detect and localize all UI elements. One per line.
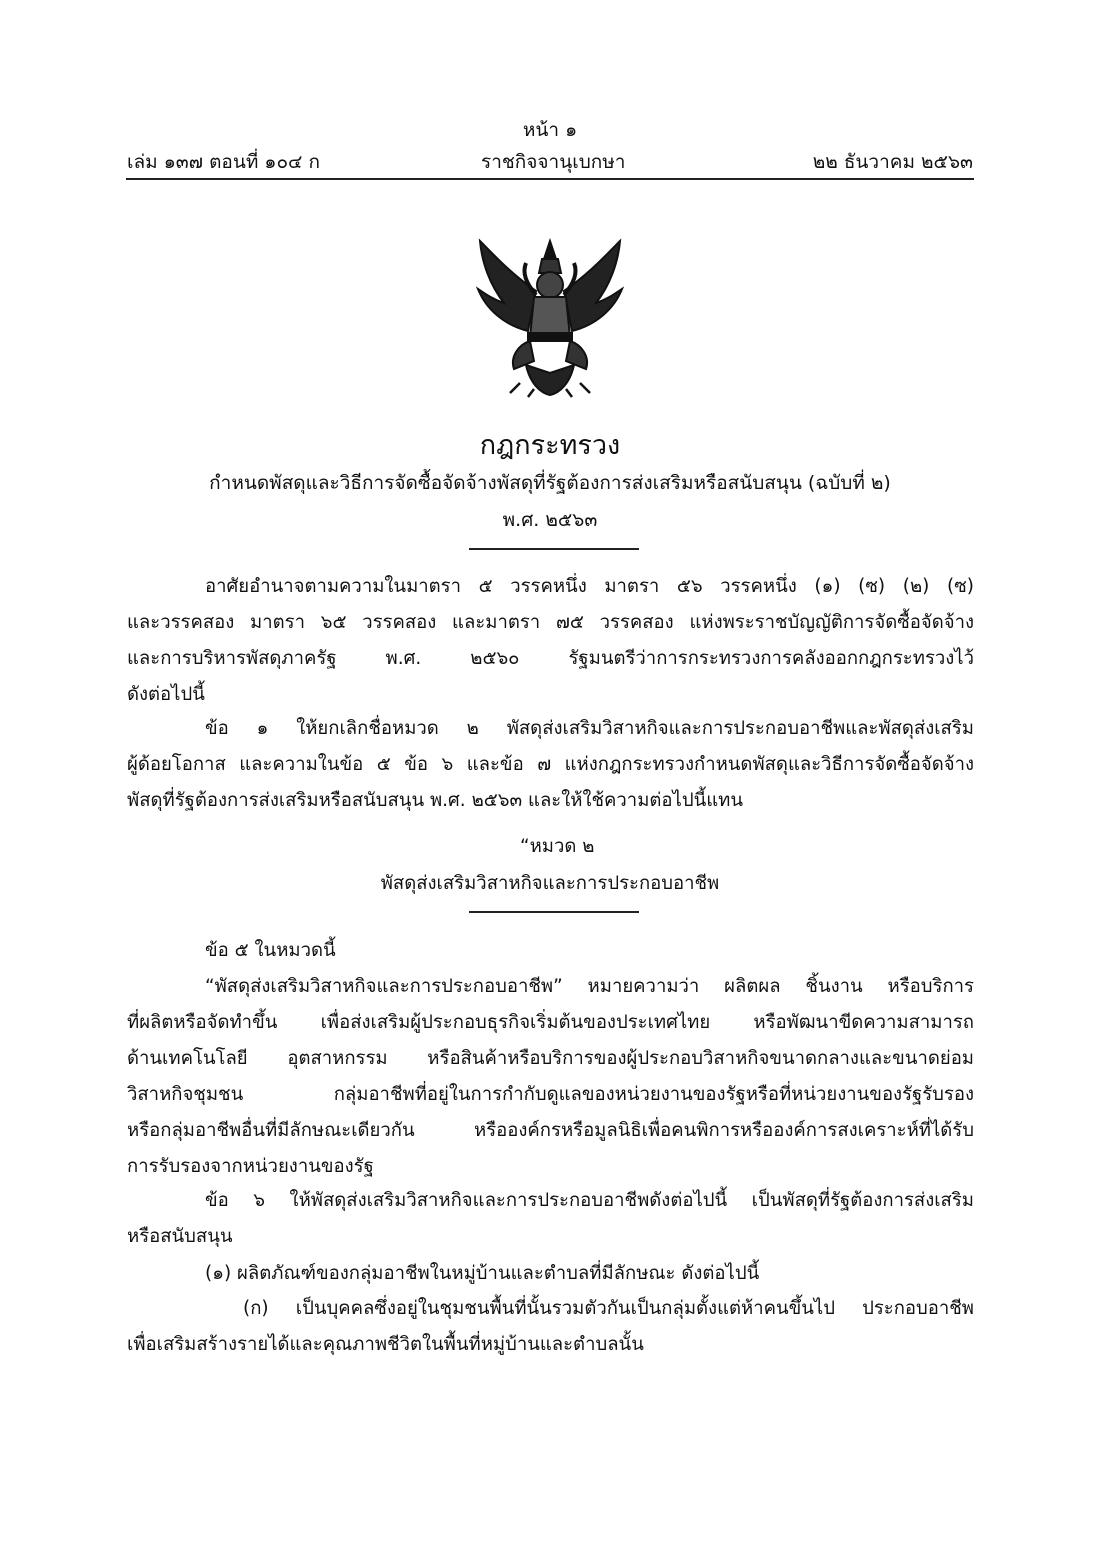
clause-5-line: วิสาหกิจชุมชน กลุ่มอาชีพที่อยู่ในการกำกับดูแลของหน่วยงานของรัฐหรือที่หน่วยงานของรัฐรับรอง <box>127 1084 974 1105</box>
header-rule <box>126 178 974 180</box>
clause-5-line: “พัสดุส่งเสริมวิสาหกิจและการประกอบอาชีพ” หมายความว่า ผลิตผล ชิ้นงาน หรือบริการ <box>205 976 974 997</box>
item-1: (๑) ผลิตภัณฑ์ของกลุ่มอาชีพในหมู่บ้านและตำบลที่มีลักษณะ ดังต่อไปนี้ <box>205 1263 760 1284</box>
preamble-line: อาศัยอำนาจตามความในมาตรา ๕ วรรคหนึ่ง มาตรา ๕๖ วรรคหนึ่ง (๑) (ซ) (๒) (ซ) <box>205 576 974 597</box>
clause-5-line: การรับรองจากหน่วยงานของรัฐ <box>127 1156 374 1177</box>
document-title: กฎกระทรวง <box>479 430 621 461</box>
item-1a-line: (ก) เป็นบุคคลซึ่งอยู่ในชุมชนพื้นที่นั้นรวมตัวกันเป็นกลุ่มตั้งแต่ห้าคนขึ้นไป ประกอบอาชีพ <box>243 1298 974 1319</box>
gazette-name: ราชกิจจานุเบกษา <box>481 151 626 173</box>
clause-5-line: หรือกลุ่มอาชีพอื่นที่มีลักษณะเดียวกัน หรือองค์กรหรือมูลนิธิเพื่อคนพิการหรือองค์การสงเคราะห์ที่ได้รับ <box>127 1120 974 1141</box>
clause-1-line: ผู้ด้อยโอกาส และความในข้อ ๕ ข้อ ๖ และข้อ ๗ แห่งกฎกระทรวงกำหนดพัสดุและวิธีการจัดซื้อจัดจ้าง <box>127 754 974 775</box>
clause-6-line: หรือสนับสนุน <box>127 1226 233 1247</box>
gazette-date: ๒๒ ธันวาคม ๒๕๖๓ <box>812 151 973 173</box>
title-rule <box>469 548 639 550</box>
chapter-name: พัสดุส่งเสริมวิสาหกิจและการประกอบอาชีพ <box>380 873 720 894</box>
item-1a-line: เพื่อเสริมสร้างรายได้และคุณภาพชีวิตในพื้นที่หมู่บ้านและตำบลนั้น <box>127 1334 644 1355</box>
clause-1-line: ข้อ ๑ ให้ยกเลิกชื่อหมวด ๒ พัสดุส่งเสริมวิสาหกิจและการประกอบอาชีพและพัสดุส่งเสริม <box>205 718 974 739</box>
clause-5-line: ด้านเทคโนโลยี อุตสาหกรรม หรือสินค้าหรือบริการของผู้ประกอบวิสาหกิจขนาดกลางและขนาดย่อม <box>127 1048 974 1069</box>
clause-6-line: ข้อ ๖ ให้พัสดุส่งเสริมวิสาหกิจและการประกอบอาชีพดังต่อไปนี้ เป็นพัสดุที่รัฐต้องการส่งเสริม <box>205 1190 974 1211</box>
garuda-emblem <box>470 233 630 398</box>
preamble-line: และการบริหารพัสดุภาครัฐ พ.ศ. ๒๕๖๐ รัฐมนตรีว่าการกระทรวงการคลังออกกฎกระทรวงไว้ <box>127 648 974 669</box>
page-number: หน้า ๑ <box>522 119 578 141</box>
chapter-rule <box>469 911 639 913</box>
gazette-volume: เล่ม ๑๓๗ ตอนที่ ๑๐๔ ก <box>127 151 320 173</box>
clause-5-heading: ข้อ ๕ ในหมวดนี้ <box>205 940 336 961</box>
clause-5-line: ที่ผลิตหรือจัดทำขึ้น เพื่อส่งเสริมผู้ประกอบธุรกิจเริ่มต้นของประเทศไทย หรือพัฒนาขีดความสามารถ <box>127 1012 974 1033</box>
preamble-line: และวรรคสอง มาตรา ๖๕ วรรคสอง และมาตรา ๗๕ วรรคสอง แห่งพระราชบัญญัติการจัดซื้อจัดจ้าง <box>127 612 974 633</box>
preamble-line: ดังต่อไปนี้ <box>127 684 205 705</box>
clause-1-line: พัสดุที่รัฐต้องการส่งเสริมหรือสนับสนุน พ.ศ. ๒๕๖๓ และให้ใช้ความต่อไปนี้แทน <box>127 790 743 811</box>
document-subtitle: กำหนดพัสดุและวิธีการจัดซื้อจัดจ้างพัสดุที่รัฐต้องการส่งเสริมหรือสนับสนุน (ฉบับที่ ๒) <box>209 472 891 494</box>
document-year: พ.ศ. ๒๕๖๓ <box>502 509 598 531</box>
chapter-heading: “หมวด ๒ <box>520 836 595 857</box>
